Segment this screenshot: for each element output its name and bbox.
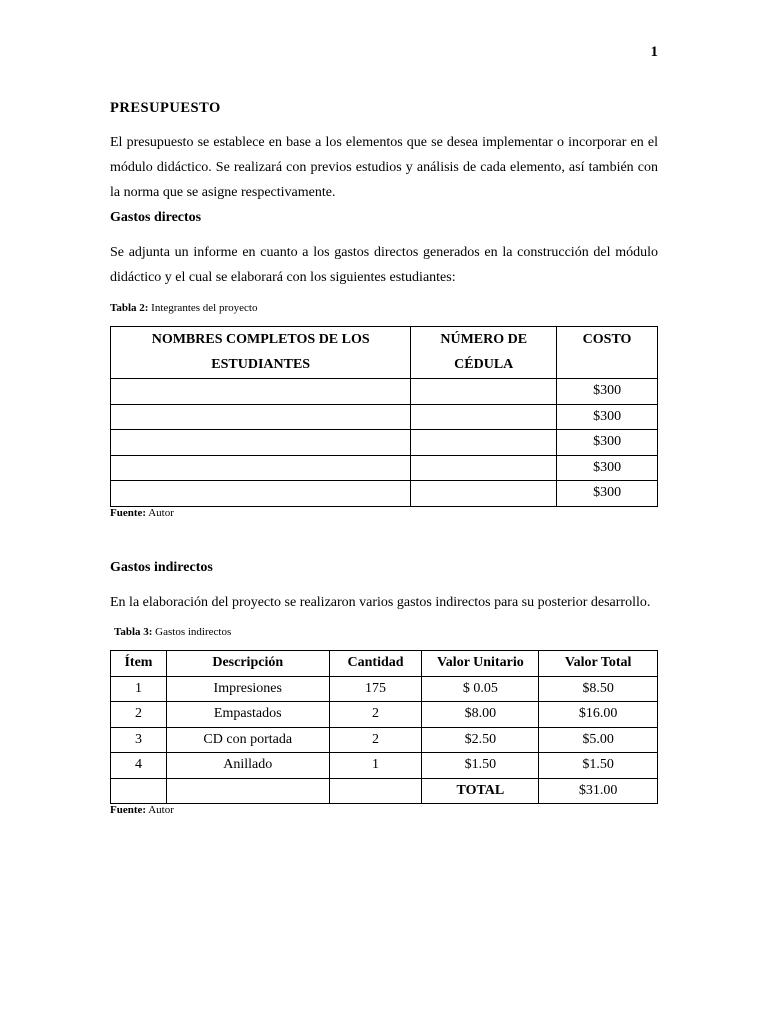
table-row [111,753,658,779]
unit-value-cell: $1.50 [422,753,539,779]
page-number: 1 [650,44,658,60]
id-number-cell [411,455,557,481]
cost-cell: $300 [557,455,658,481]
total-value-cell: $1.50 [539,753,658,779]
table-2-source-label: Fuente: [110,506,147,519]
quantity-cell [329,778,422,804]
indirect-costs-table [110,650,658,805]
id-number-cell [411,430,557,456]
description-cell: Impresiones [166,676,329,702]
id-number-cell [411,481,557,507]
total-row [111,778,658,804]
table-3-caption-text: Gastos indirectos [155,625,232,638]
description-cell: Anillado [166,753,329,779]
description-cell [166,778,329,804]
column-header-cost: COSTO [557,327,658,379]
direct-costs-paragraph: Se adjunta un informe en cuanto a los gastos directos generados en la construcción del módulo didáctico y el cual se elaborará con los siguientes estudiantes: [110,245,658,285]
description-cell: Empastados [166,702,329,728]
table-2-caption-text: Integrantes del proyecto [151,302,258,314]
intro-paragraph: El presupuesto se establece en base a los elementos que se desea implementar o incorporar en el módulo didáctico. Se realizará con previos estudios y análisis de cada elemento, así también con la norma que se asigne respectivamente. [110,135,658,200]
total-label: TOTAL [422,778,539,804]
table-3-source [110,804,658,816]
table-3-caption [110,626,658,638]
table-3-source-label: Fuente: [110,804,147,816]
indirect-costs-heading: Gastos indirectos [110,559,213,575]
column-header-id-number: NÚMERO DE CÉDULA [411,327,557,379]
student-name-cell [111,455,411,481]
unit-value-cell: $8.00 [422,702,539,728]
table-header-row [111,650,658,676]
quantity-cell: 2 [329,727,422,753]
item-cell: 4 [111,753,167,779]
cost-cell: $300 [557,430,658,456]
indirect-costs-paragraph: En la elaboración del proyecto se realizaron varios gastos indirectos para su posterior desarrollo. [110,594,651,610]
item-cell: 2 [111,702,167,728]
direct-costs-heading: Gastos directos [110,210,202,225]
students-table [110,326,658,507]
table-row [111,676,658,702]
document-body [110,100,658,816]
id-number-cell [411,379,557,405]
student-name-cell [111,379,411,405]
id-number-cell [411,404,557,430]
table-row [111,702,658,728]
total-amount: $31.00 [539,778,658,804]
student-name-cell [111,404,411,430]
column-header-item: Ítem [111,650,167,676]
quantity-cell: 1 [329,753,422,779]
table-3-source-text: Autor [148,804,174,816]
description-cell: CD con portada [166,727,329,753]
column-header-description: Descripción [166,650,329,676]
item-cell [111,778,167,804]
table-row [111,430,658,456]
total-value-cell: $5.00 [539,727,658,753]
item-cell: 1 [111,676,167,702]
student-name-cell [111,481,411,507]
page-title: PRESUPUESTO [110,100,221,116]
table-header-row [111,327,658,379]
total-value-cell: $16.00 [539,702,658,728]
table-row [111,455,658,481]
total-value-cell: $8.50 [539,676,658,702]
table-row [111,727,658,753]
column-header-total-value: Valor Total [539,650,658,676]
cost-cell: $300 [557,404,658,430]
table-3-caption-label: Tabla 3: [114,625,153,638]
column-header-quantity: Cantidad [329,650,422,676]
table-2-caption [110,302,658,314]
column-header-names: NOMBRES COMPLETOS DE LOS ESTUDIANTES [111,327,411,379]
column-header-unit-value: Valor Unitario [422,650,539,676]
cost-cell: $300 [557,481,658,507]
cost-cell: $300 [557,379,658,405]
table-row [111,404,658,430]
table-row [111,379,658,405]
quantity-cell: 175 [329,676,422,702]
quantity-cell: 2 [329,702,422,728]
unit-value-cell: $2.50 [422,727,539,753]
unit-value-cell: $ 0.05 [422,676,539,702]
table-row [111,481,658,507]
student-name-cell [111,430,411,456]
table-2-caption-label: Tabla 2: [110,302,149,314]
table-2-source-text: Autor [148,506,174,519]
table-2-source [110,507,658,519]
item-cell: 3 [111,727,167,753]
